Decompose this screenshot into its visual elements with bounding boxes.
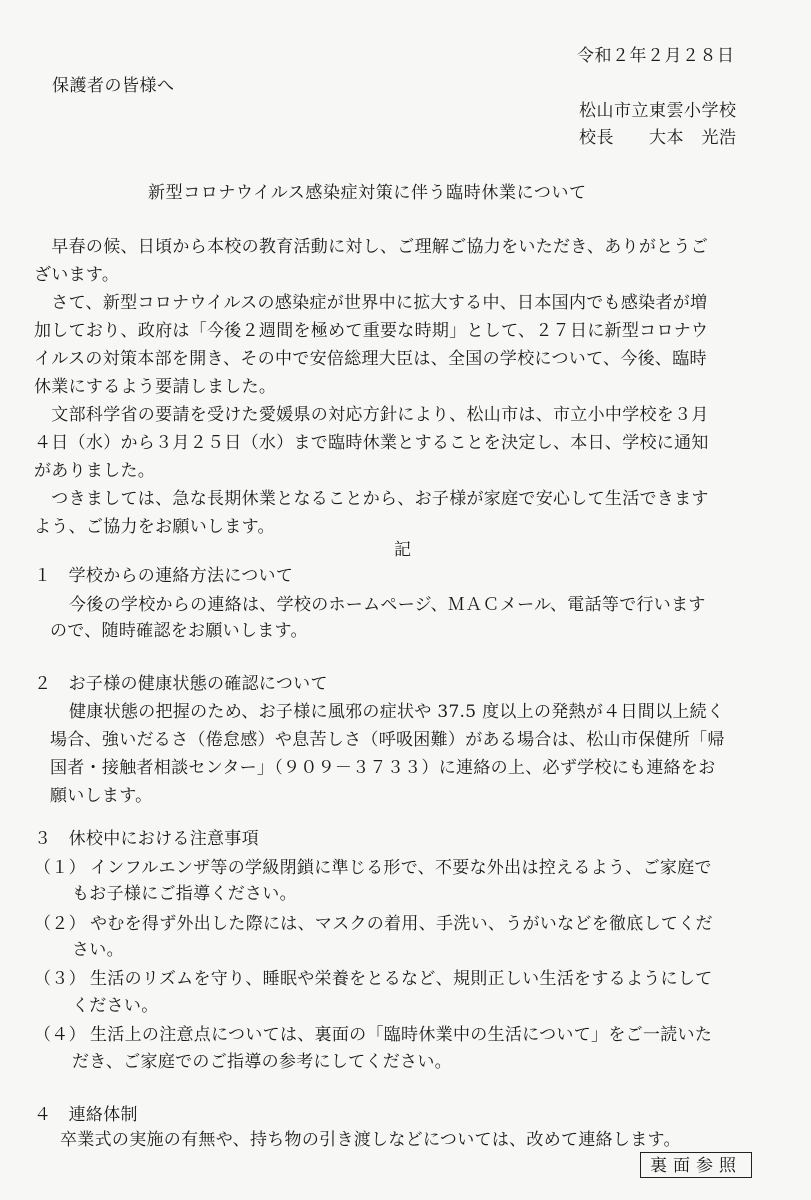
item-text: ください。 bbox=[72, 996, 159, 1016]
addressee: 保護者の皆様へ bbox=[52, 76, 175, 96]
item-number: （４） bbox=[34, 1025, 86, 1045]
section-2-line: 国者・接触者相談センター」（９０９－３７３３）に連絡の上、必ず学校にも連絡をお bbox=[50, 758, 716, 778]
intro-line: 加しており、政府は「今後２週間を極めて重要な時期」として、２７日に新型コロナウ bbox=[34, 321, 709, 341]
intro-line: よう、ご協力をお願いします。 bbox=[34, 517, 275, 537]
item-text: 生活上の注意点については、裏面の「臨時休業中の生活について」をご一読いた bbox=[90, 1025, 713, 1045]
intro-line: ４日（水）から３月２５日（水）まで臨時休業とすることを決定し、本日、学校に通知 bbox=[34, 433, 709, 453]
section-4-line: 卒業式の実施の有無や、持ち物の引き渡しなどについては、改めて連絡します。 bbox=[60, 1130, 681, 1150]
section-2-heading: ２ お子様の健康状態の確認について bbox=[34, 674, 328, 694]
section-1-heading: １ 学校からの連絡方法について bbox=[34, 566, 294, 586]
item-text: だき、ご家庭でのご指導の参考にしてください。 bbox=[72, 1052, 452, 1072]
intro-line: イルスの対策本部を開き、その中で安倍総理大臣は、全国の学校について、今後、臨時 bbox=[34, 349, 707, 369]
section-2-line: 願いします。 bbox=[50, 786, 153, 806]
section-2-line: 健康状態の把握のため、お子様に風邪の症状や 37.5 度以上の発熱が４日間以上続く bbox=[69, 702, 725, 722]
intro-line: 休業にするよう要請しました。 bbox=[34, 377, 277, 397]
item-number: （１） bbox=[34, 858, 86, 878]
intro-line: ざいます。 bbox=[34, 265, 120, 285]
section-1-line: ので、随時確認をお願いします。 bbox=[50, 621, 308, 641]
item-text: やむを得ず外出した際には、マスクの着用、手洗い、うがいなどを徹底してくだ bbox=[90, 914, 713, 934]
item-text: インフルエンザ等の学級閉鎖に準じる形で、不要な外出は控えるよう、ご家庭で bbox=[90, 858, 712, 878]
document-title: 新型コロナウイルス感染症対策に伴う臨時休業について bbox=[148, 183, 587, 203]
intro-line: がありました。 bbox=[34, 461, 156, 481]
item-number: （３） bbox=[34, 969, 86, 989]
reverse-side-reference: 裏面参照 bbox=[640, 1152, 752, 1178]
intro-line: 早春の候、日頃から本校の教育活動に対し、ご理解ご協力をいただき、ありがとうご bbox=[34, 237, 709, 257]
intro-line: さて、新型コロナウイルスの感染症が世界中に拡大する中、日本国内でも感染者が増 bbox=[34, 293, 708, 313]
document-date: 令和２年２月２８日 bbox=[577, 46, 735, 66]
section-4-heading: ４ 連絡体制 bbox=[34, 1105, 138, 1125]
item-text: さい。 bbox=[72, 940, 124, 960]
item-text: もお子様にご指導ください。 bbox=[72, 884, 297, 904]
school-name: 松山市立東雲小学校 bbox=[579, 101, 737, 121]
ki-marker: 記 bbox=[394, 540, 412, 560]
section-3-heading: ３ 休校中における注意事項 bbox=[34, 829, 259, 849]
section-1-line: 今後の学校からの連絡は、学校のホームページ、ＭＡＣメール、電話等で行います bbox=[69, 595, 706, 615]
section-2-line: 場合、強いだるさ（倦怠感）や息苦しさ（呼吸困難）がある場合は、松山市保健所「帰 bbox=[50, 730, 725, 750]
item-text: 生活のリズムを守り、睡眠や栄養をとるなど、規則正しい生活をするようにして bbox=[90, 969, 713, 989]
intro-line: つきましては、急な長期休業となることから、お子様が家庭で安心して生活できます bbox=[34, 489, 709, 509]
principal-name: 校長 大本 光浩 bbox=[579, 128, 737, 148]
intro-line: 文部科学省の要請を受けた愛媛県の対応方針により、松山市は、市立小中学校を３月 bbox=[34, 405, 709, 425]
item-number: （２） bbox=[34, 914, 86, 934]
